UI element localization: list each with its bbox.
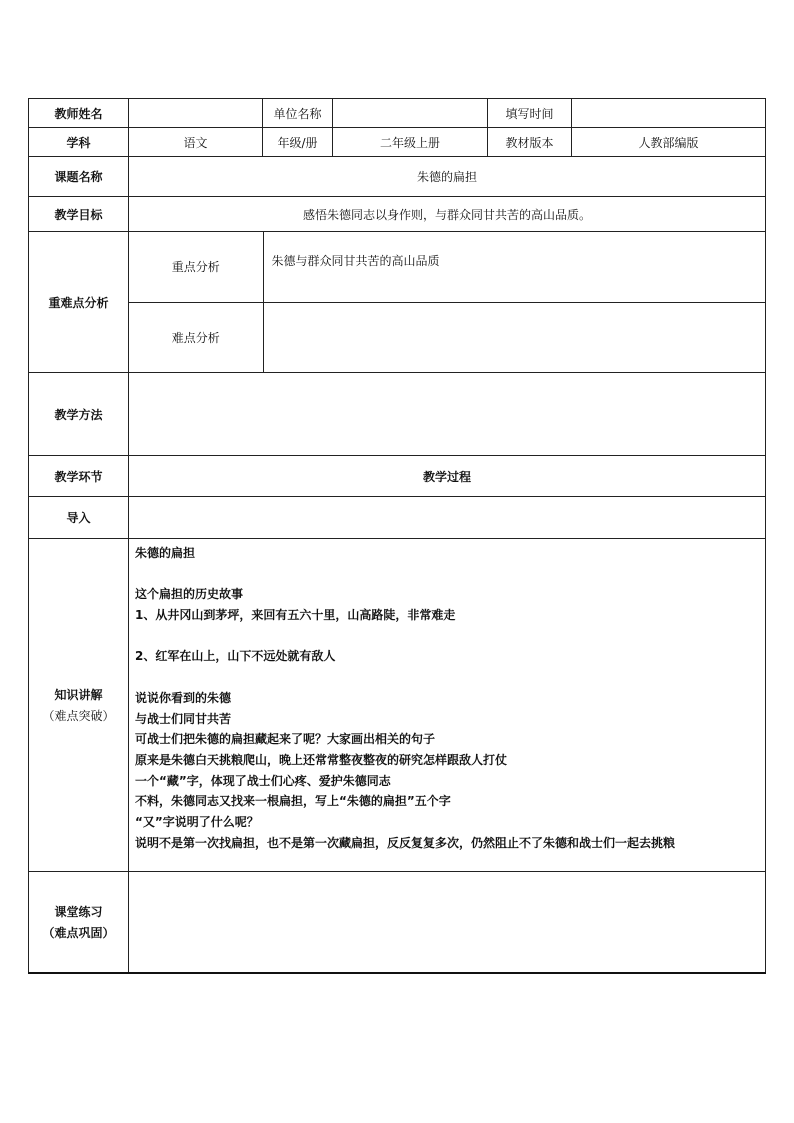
lesson-line: 原来是朱德白天挑粮爬山，晚上还常常整夜整夜的研究怎样跟敌人打仗 (135, 752, 508, 767)
lesson-line: 与战士们同甘共苦 (135, 711, 232, 726)
lesson-line: 不料，朱德同志又找来一根扁担，写上“朱德的扁担”五个字 (135, 794, 451, 809)
edition-label: 教材版本 (488, 128, 572, 157)
method-label: 教学方法 (29, 373, 129, 456)
lesson-line: 可战士们把朱德的扁担藏起来了呢？大家画出相关的句子 (135, 732, 436, 747)
lesson-line (135, 626, 759, 647)
row-intro (29, 497, 766, 539)
lesson-line: 说明不是第一次找扁担，也不是第一次藏扁担，反反复复多次，仍然阻止不了朱德和战士们一起去挑粮 (135, 835, 676, 850)
row-stages (29, 456, 766, 497)
intro-label: 导入 (29, 497, 129, 539)
row-knowledge (29, 539, 766, 872)
lesson-line: 一个“藏”字，体现了战士们心疼、爱护朱德同志 (135, 773, 391, 788)
analysis-subtable-cell (129, 232, 766, 373)
lesson-line: 1、从井冈山到茅坪，来回有五六十里，山高路陡，非常难走 (135, 608, 456, 623)
lesson-line: 说说你看到的朱德 (135, 690, 232, 705)
knowledge-label-line1: 知识讲解 (54, 688, 103, 702)
fill-date-field[interactable] (572, 99, 766, 128)
row-method (29, 373, 766, 456)
difficult-point-label: 难点分析 (129, 302, 263, 372)
practice-label-line2: （难点巩固） (42, 925, 115, 940)
fill-date-label: 填写时间 (488, 99, 572, 128)
lesson-line (135, 564, 759, 585)
goal-label: 教学目标 (29, 197, 129, 232)
key-point-row (129, 232, 765, 302)
unit-name-label: 单位名称 (263, 99, 333, 128)
analysis-subtable (129, 232, 765, 372)
method-value[interactable] (129, 373, 766, 456)
grade-label: 年级/册 (263, 128, 333, 157)
teacher-name-label: 教师姓名 (29, 99, 129, 128)
row-analysis (29, 232, 766, 373)
difficult-point-value[interactable] (263, 302, 765, 372)
teacher-name-field[interactable] (129, 99, 263, 128)
practice-label-line1: 课堂练习 (54, 904, 103, 919)
grade-value[interactable]: 二年级上册 (333, 128, 488, 157)
subject-value[interactable]: 语文 (129, 128, 263, 157)
practice-value[interactable] (129, 872, 766, 973)
knowledge-label-line2: （难点突破） (42, 709, 115, 723)
lesson-line: 这个扁担的历史故事 (135, 587, 244, 602)
intro-value[interactable] (129, 497, 766, 539)
goal-value[interactable]: 感悟朱德同志以身作则，与群众同甘共苦的高山品质。 (129, 197, 766, 232)
difficult-point-row (129, 302, 765, 372)
row-goal (29, 197, 766, 232)
process-header: 教学过程 (129, 456, 766, 497)
edition-value[interactable]: 人教部编版 (572, 128, 766, 157)
stages-label: 教学环节 (29, 456, 129, 497)
knowledge-content[interactable] (129, 539, 766, 872)
topic-label: 课题名称 (29, 157, 129, 197)
topic-value[interactable]: 朱德的扁担 (129, 157, 766, 197)
unit-name-field[interactable] (333, 99, 488, 128)
lesson-line: 2、红军在山上，山下不远处就有敌人 (135, 649, 336, 664)
lesson-line (135, 667, 759, 688)
key-point-label: 重点分析 (129, 232, 263, 302)
lesson-line: “又”字说明了什么呢？ (135, 815, 259, 830)
key-point-value[interactable]: 朱德与群众同甘共苦的高山品质 (263, 232, 765, 302)
subject-label: 学科 (29, 128, 129, 157)
lesson-line: 朱德的扁担 (135, 546, 196, 560)
row-topic (29, 157, 766, 197)
row-practice (29, 872, 766, 973)
row-teacher-info (29, 99, 766, 128)
analysis-label: 重难点分析 (29, 232, 129, 373)
row-subject-info (29, 128, 766, 157)
knowledge-label (29, 539, 129, 872)
lesson-plan-table (28, 98, 766, 974)
practice-label (29, 872, 129, 973)
